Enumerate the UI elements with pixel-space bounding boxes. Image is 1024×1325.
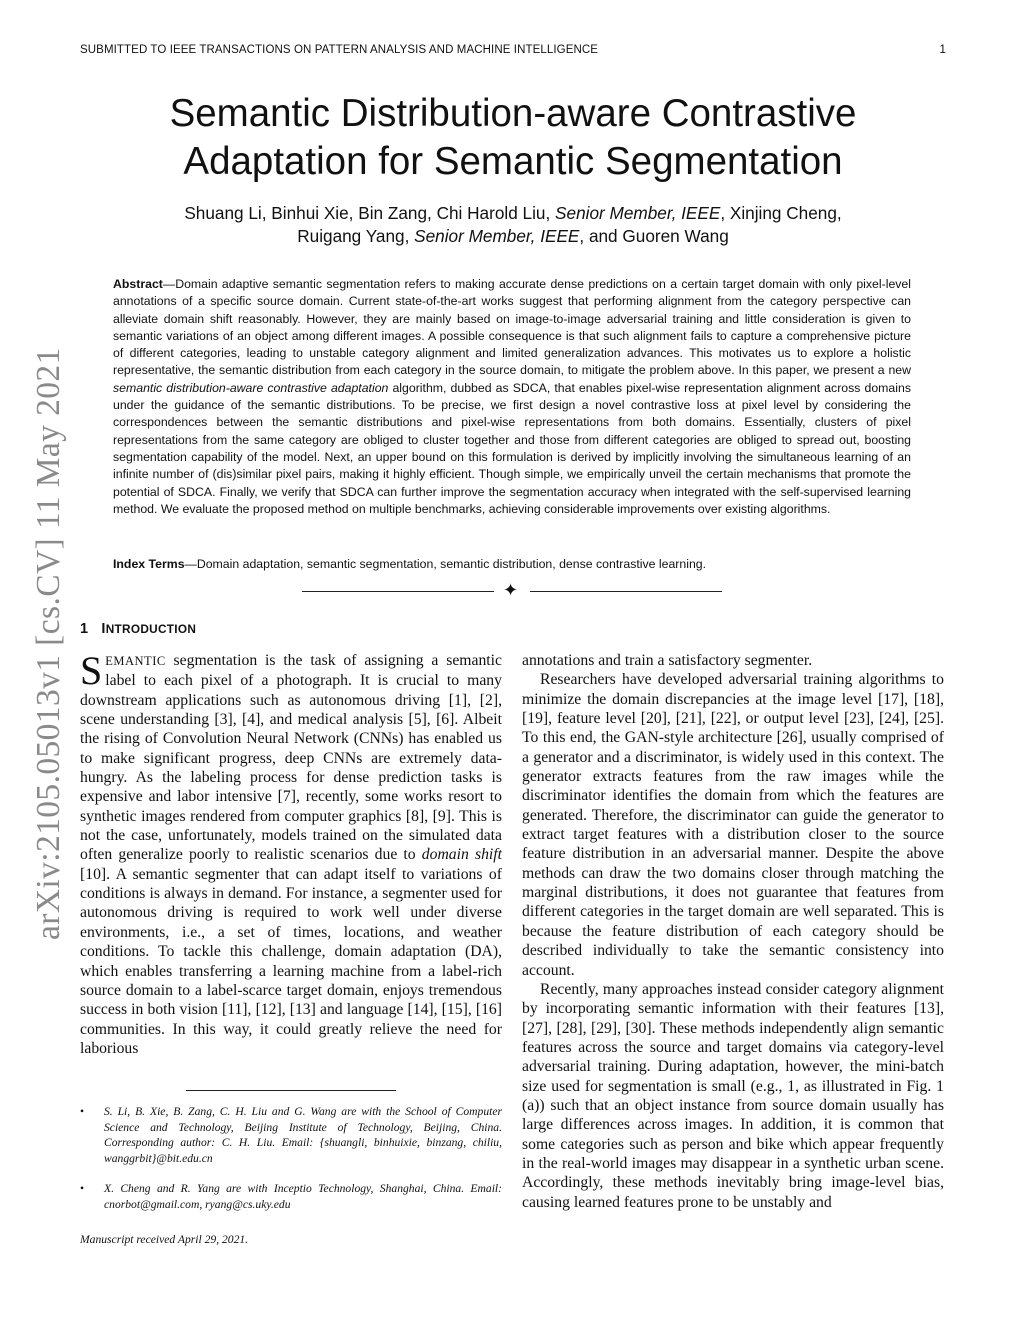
separator-line-left (302, 591, 494, 592)
intro-emphasis: domain shift (421, 846, 502, 864)
author-list (80, 202, 946, 248)
intro-text-a: segmentation is the task of assigning a semantic label to each pixel of a photograph. It is crucial to many downstream applications such as autonomous driving [1], [2], scene understanding [3], [4], and medical analysis [5], [6]. Albeit the rising of Convolution Neural Network (CNNs) has enabled us to make significant progress, deep CNNs are extremely data-hungry. As the labeling process for dense prediction tasks is expensive and labor intensive [7], recently, some works resort to synthetic images rendered from computer graphics [8], [9]. This is not the case, unfortunately, models trained on the simulated data often generalize poorly to realistic scenarios due to (80, 652, 502, 864)
left-column (80, 648, 502, 1058)
small-caps-lead: EMANTIC (105, 654, 166, 668)
separator-line-right (530, 591, 722, 592)
paper-title (80, 90, 946, 186)
authors-part-4: , and Guoren Wang (579, 226, 729, 246)
membership-2: Senior Member, IEEE (414, 226, 580, 246)
authors-part-3: Ruigang Yang, (297, 226, 415, 246)
running-header (80, 44, 946, 56)
abstract-text-2: algorithm, dubbed as SDCA, that enables pixel-wise representation alignment across domains under the guidance of the semantic distributions. To be precise, we first design a novel contrastive loss at pixel level by considering the correspondences between the semantic distributions and pixel-wise representations from both domains. Essentially, clusters of pixel representations from the same category are obliged to cluster together and those from different categories are obliged to spread out, boosting segmentation capability of the model. Next, an upper bound on this formulation is derived by implicitly involving the simultaneous learning of an infinite number of (dis)similar pixel pairs, making it highly efficient. Though simple, we empirically unveil the certain mechanisms that promote the potential of SDCA. Finally, we verify that SDCA can further improve the segmentation accuracy when integrated with the self-supervised learning method. We evaluate the proposed method on multiple benchmarks, achieving considerable improvements over existing algorithms. (113, 380, 911, 516)
arxiv-identifier: arXiv:2105.05013v1 [cs.CV] 11 May 2021 (30, 347, 67, 940)
membership-1: Senior Member, IEEE (555, 203, 721, 223)
authors-part-1: Shuang Li, Binhui Xie, Bin Zang, Chi Harold Liu, (184, 203, 556, 223)
journal-name: SUBMITTED TO IEEE TRANSACTIONS ON PATTERN ANALYSIS AND MACHINE INTELLIGENCE (80, 44, 599, 56)
index-terms-label: Index Terms (113, 557, 185, 571)
abstract-emphasis: semantic distribution-aware contrastive adaptation (113, 380, 389, 395)
section-number: 1 (80, 621, 89, 637)
drop-cap: S (80, 648, 103, 693)
footnote-affiliation-2 (80, 1181, 502, 1212)
page-number: 1 (939, 44, 946, 56)
abstract-text-1: —Domain adaptive semantic segmentation refers to making accurate dense predictions on a certain target domain with only pixel-level annotations of a specific source domain. Current state-of-the-art works suggest that performing alignment from the category perspective can alleviate domain shift reasonably. However, they are mainly based on image-to-image adversarial training and little consideration is given to semantic variations of an object among different images. A possible consequence is that such alignment fails to capture a comprehensive picture of different categories, leading to unstable category alignment and limited generalization advances. This motivates us to explore a holistic representative, the semantic distribution from each category in the source domain, to mitigate the problem above. In this paper, we present a new (113, 277, 911, 378)
intro-paragraph-1 (80, 648, 502, 1058)
title-line-2: Adaptation for Semantic Segmentation (183, 140, 843, 183)
section-heading (80, 621, 196, 637)
abstract (113, 276, 911, 518)
footnote-bullet-2: • (80, 1182, 85, 1195)
right-paragraph-2: Recently, many approaches instead consider category alignment by incorporating semantic information with their features [13], [27], [28], [29], [30]. These methods independently align semantic features across the source and target domains via category-level adversarial training. During adaptation, however, the mini-batch size used for segmentation is small (e.g., 1, as illustrated in Fig. 1 (a)) such that an object instance from source domain usually has large differences across images. In addition, it is common that some categories such as person and bike which appear frequently in the real-world images may disappear in a synthetic urban scene. Accordingly, these methods inevitably bring image-level bias, causing learned features prone to be unstably and (522, 980, 944, 1211)
section-title-rest: NTRODUCTION (105, 622, 197, 636)
footnote-affiliation-1 (80, 1104, 502, 1166)
manuscript-received: Manuscript received April 29, 2021. (80, 1233, 249, 1246)
right-paragraph-0: annotations and train a satisfactory segmenter. (522, 652, 813, 669)
index-terms (113, 556, 911, 573)
footnote-text-1: S. Li, B. Xie, B. Zang, C. H. Liu and G. Wang are with the School of Computer Science and Technology, Beijing Institute of Technology, Beijing, China. Corresponding author: C. H. Liu. Email: {shuangli, binhuixie, binzang, chiliu, wanggrbit}@bit.edu.cn (104, 1105, 502, 1165)
index-terms-text: —Domain adaptation, semantic segmentation, semantic distribution, dense contrastive learning. (184, 557, 707, 571)
footnote-text-2: X. Cheng and R. Yang are with Inceptio Technology, Shanghai, China. Email: cnorbot@gmail.com, ryang@cs.uky.edu (104, 1182, 502, 1211)
footnote-rule (186, 1090, 396, 1091)
intro-text-b: [10]. A semantic segmenter that can adapt itself to variations of conditions is always in demand. For instance, a segmenter used for autonomous driving is required to work well under diverse environments, i.e., a set of times, locations, and weather conditions. To tackle this challenge, domain adaptation (DA), which enables transferring a learning machine from a label-rich source domain to a label-scarce target domain, enjoys tremendous success in both vision [11], [12], [13] and language [14], [15], [16] communities. In this way, it could greatly relieve the need for laborious (80, 865, 502, 1057)
separator-diamond-icon: ✦ (503, 580, 519, 600)
authors-part-2: , Xinjing Cheng, (720, 203, 842, 223)
abstract-label: Abstract (113, 277, 163, 291)
title-line-1: Semantic Distribution-aware Contrastive (169, 92, 857, 135)
section-title-initial: I (101, 621, 106, 637)
footnote-bullet-1: • (80, 1105, 85, 1118)
right-column (522, 651, 944, 1212)
right-paragraph-1: Researchers have developed adversarial training algorithms to minimize the domain discrepancies at the image level [17], [18], [19], feature level [20], [21], [22], or output level [23], [24], [25]. To this end, the GAN-style architecture [26], usually comprised of a generator and a discriminator, is widely used in this context. The generator extracts features from the raw images while the discriminator identifies the domain from which the features are generated. Therefore, the discriminator can guide the generator to extract target features with a distribution closer to the source feature distribution in an adversarial manner. Despite the above methods can draw the two domains closer through matching the marginal distributions, it does not guarantee that features from different categories in the target domain are well separated. This is because the feature distribution of each category should be described individually to take the semantic consistency into account. (522, 671, 944, 979)
